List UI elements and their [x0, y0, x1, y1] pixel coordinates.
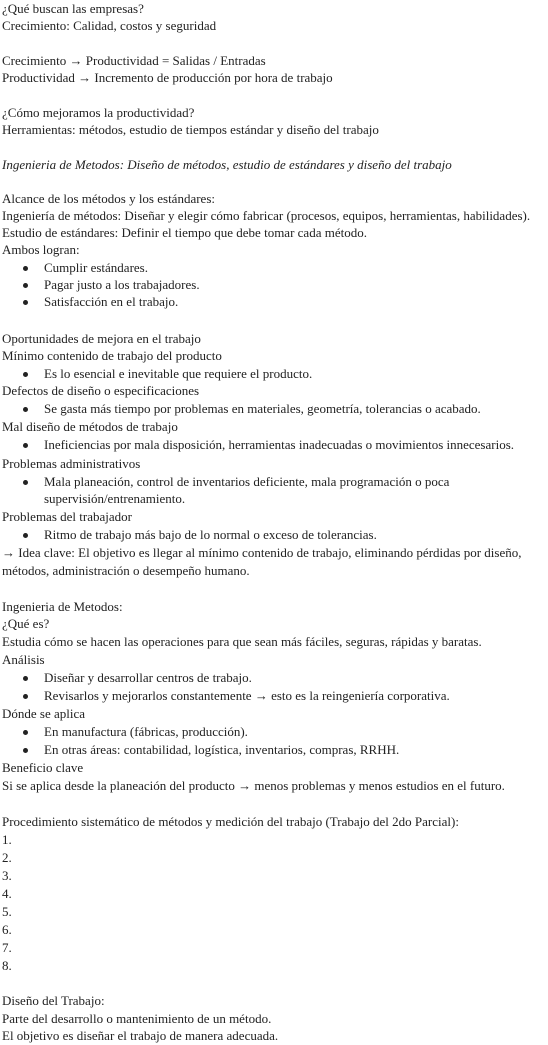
heading-procedimiento: Procedimiento sistemático de métodos y medición del trabajo (Trabajo del 2do Parcial):	[2, 814, 459, 829]
list-item: Satisfacción en el trabajo.	[44, 294, 179, 309]
text-defectos-diseno: Defectos de diseño o especificaciones	[2, 383, 200, 398]
text-productividad-incremento: Productividad → Incremento de producción por hora de trabajo	[2, 70, 333, 85]
text-problemas-administrativos: Problemas administrativos	[2, 456, 141, 471]
list-item-continuation: supervisión/entrenamiento.	[44, 491, 186, 506]
text-analisis: Análisis	[2, 652, 45, 667]
text-beneficio-clave: Beneficio clave	[2, 760, 84, 775]
text-estudia-como: Estudia cómo se hacen las operaciones para que sean más fáciles, seguras, rápidas y baratas.	[2, 634, 482, 649]
list-item: En manufactura (fábricas, producción).	[44, 724, 248, 739]
bullet-dot	[23, 300, 28, 305]
bullet-dot	[23, 694, 28, 699]
list-item: Pagar justo a los trabajadores.	[44, 277, 200, 292]
text-ingenieria-definicion: Ingeniería de métodos: Diseñar y elegir cómo fabricar (procesos, equipos, herramientas, habilidades).	[2, 208, 531, 223]
bullet-dot	[23, 266, 28, 271]
italic-ingenieria-metodos: Ingenieria de Metodos: Diseño de métodos, estudio de estándares y diseño del trabajo	[2, 157, 452, 172]
list-item: Es lo esencial e inevitable que requiere el producto.	[44, 366, 313, 381]
numbered-item-6: 6.	[2, 922, 12, 937]
text-que-es: ¿Qué es?	[2, 616, 50, 631]
heading-ingenieria-metodos: Ingenieria de Metodos:	[2, 599, 123, 614]
text-idea-clave-cont: métodos, administración o desempeño humano.	[2, 563, 250, 578]
numbered-item-4: 4.	[2, 886, 12, 901]
text-crecimiento-productividad: Crecimiento → Productividad = Salidas / Entradas	[2, 53, 266, 68]
text-idea-clave: → Idea clave: El objetivo es llegar al mínimo contenido de trabajo, eliminando pérdidas por diseño,	[2, 545, 522, 560]
list-item: Revisarlos y mejorarlos constantemente → esto es la reingeniería corporativa.	[44, 688, 450, 703]
bullet-dot	[23, 533, 28, 538]
heading-que-buscan: ¿Qué buscan las empresas?	[2, 1, 144, 16]
list-item: Ritmo de trabajo más bajo de lo normal o exceso de tolerancias.	[44, 527, 377, 542]
numbered-item-5: 5.	[2, 904, 12, 919]
text-herramientas: Herramientas: métodos, estudio de tiempos estándar y diseño del trabajo	[2, 122, 379, 137]
bullet-dot	[23, 372, 28, 377]
numbered-item-8: 8.	[2, 958, 12, 973]
bullet-dot	[23, 407, 28, 412]
text-parte-desarrollo: Parte del desarrollo o mantenimiento de un método.	[2, 1011, 272, 1026]
numbered-item-3: 3.	[2, 868, 12, 883]
bullet-dot	[23, 480, 28, 485]
heading-alcance: Alcance de los métodos y los estándares:	[2, 191, 215, 206]
text-objetivo: El objetivo es diseñar el trabajo de manera adecuada.	[2, 1028, 279, 1043]
text-minimo-contenido: Mínimo contenido de trabajo del producto	[2, 348, 222, 363]
numbered-item-2: 2.	[2, 850, 12, 865]
bullet-dot	[23, 283, 28, 288]
heading-diseno-trabajo: Diseño del Trabajo:	[2, 993, 105, 1008]
list-item: Mala planeación, control de inventarios deficiente, mala programación o poca	[44, 474, 450, 489]
heading-oportunidades: Oportunidades de mejora en el trabajo	[2, 331, 201, 346]
text-crecimiento-calidad: Crecimiento: Calidad, costos y seguridad	[2, 18, 217, 33]
heading-como-mejoramos: ¿Cómo mejoramos la productividad?	[2, 105, 195, 120]
list-item: Se gasta más tiempo por problemas en materiales, geometría, tolerancias o acabado.	[44, 401, 481, 416]
bullet-dot	[23, 730, 28, 735]
text-si-se-aplica: Si se aplica desde la planeación del producto → menos problemas y menos estudios en el futuro.	[2, 778, 505, 793]
bullet-dot	[23, 748, 28, 753]
numbered-item-1: 1.	[2, 832, 12, 847]
text-mal-diseno: Mal diseño de métodos de trabajo	[2, 419, 178, 434]
numbered-item-7: 7.	[2, 940, 12, 955]
list-item: Cumplir estándares.	[44, 260, 148, 275]
text-donde-se-aplica: Dónde se aplica	[2, 706, 86, 721]
bullet-dot	[23, 443, 28, 448]
list-item: Ineficiencias por mala disposición, herramientas inadecuadas o movimientos innecesarios.	[44, 437, 515, 452]
heading-ambos-logran: Ambos logran:	[2, 242, 80, 257]
text-problemas-trabajador: Problemas del trabajador	[2, 509, 132, 524]
bullet-dot	[23, 676, 28, 681]
list-item: En otras áreas: contabilidad, logística, inventarios, compras, RRHH.	[44, 742, 400, 757]
text-estudio-estandares: Estudio de estándares: Definir el tiempo que debe tomar cada método.	[2, 225, 367, 240]
list-item: Diseñar y desarrollar centros de trabajo.	[44, 670, 252, 685]
